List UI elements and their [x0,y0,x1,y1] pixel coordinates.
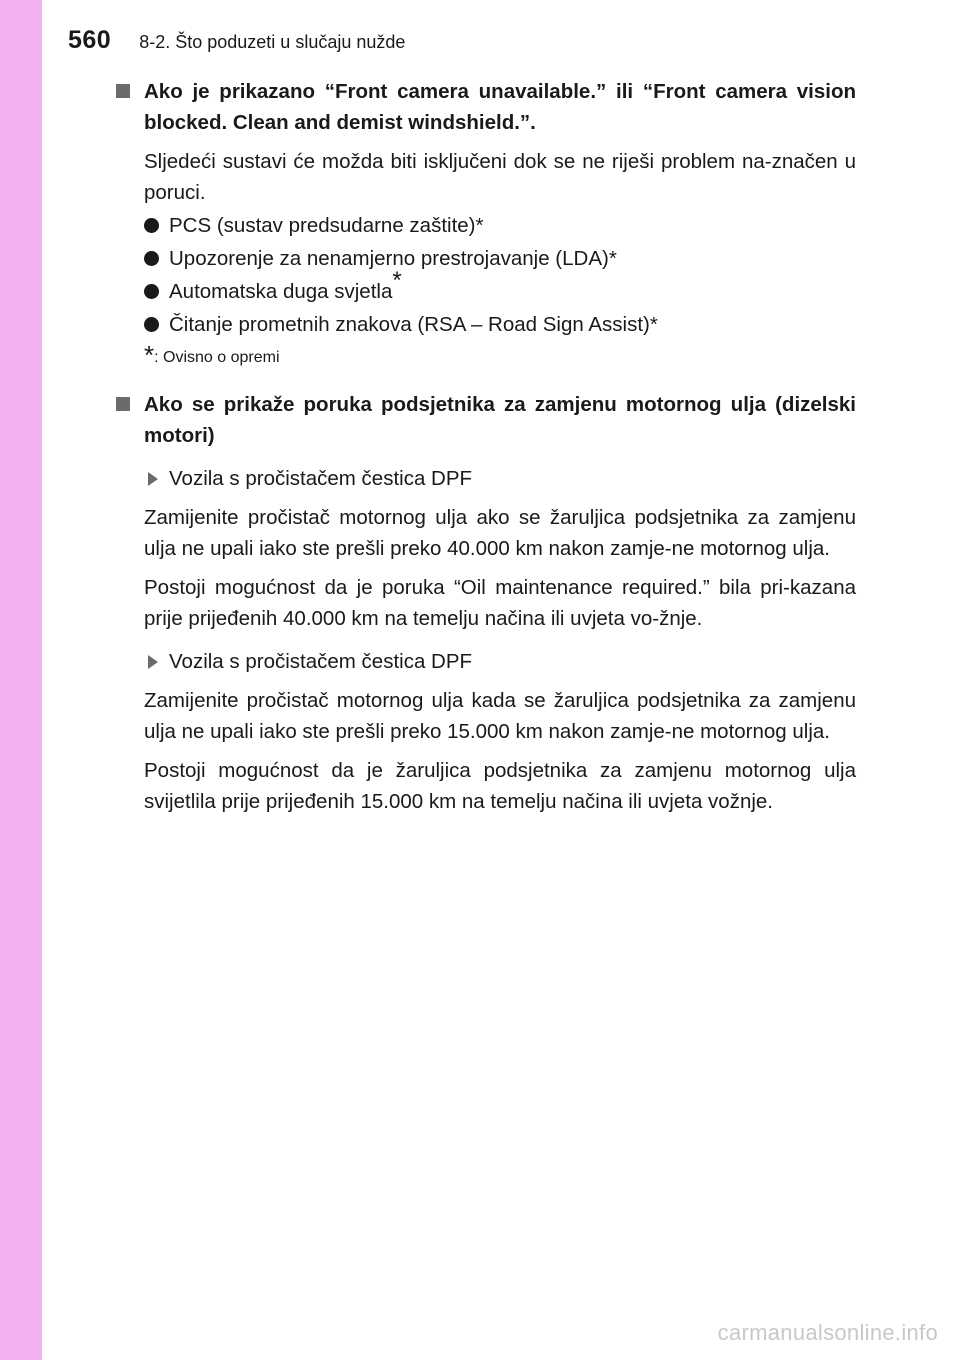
list-item-text: Upozorenje za nenamjerno prestrojavanje (LDA)* [169,247,617,270]
paragraph: Postoji mogućnost da je žaruljica podsjetnika za zamjenu motornog ulja svijetlila prije prijeđenih 15.000 km na temelju načina ili uvjeta vožnje. [144,759,856,813]
list-item-text: Čitanje prometnih znakova (RSA – Road Sign Assist)* [169,313,658,336]
paragraph: Zamijenite pročistač motornog ulja ako se žaruljica podsjetnika za zamjenu ulja ne upali iako ste prešli preko 40.000 km nakon zamje-ne motornog ulja. [144,506,856,560]
page-header [68,26,405,56]
chapter-title: 8-2. Što poduzeti u slučaju nužde [139,32,406,52]
section-heading-text: Ako se prikaže poruka podsjetnika za zamjenu motornog ulja (dizelski motori) [144,393,856,447]
section-heading-oil-reminder [116,389,856,451]
site-watermark: carmanualsonline.info [717,1320,938,1345]
list-item [116,309,856,340]
footnote-text: : Ovisno o opremi [154,349,280,366]
list-item-text: Automatska duga svjetla [169,280,393,303]
paragraph: Postoji mogućnost da je poruka “Oil maintenance required.” bila pri-kazana prije prijeđenih 40.000 km na temelju načina ili uvjeta vo-žnje. [144,576,856,630]
sub-item-text: Vozila s pročistačem čestica DPF [169,467,473,490]
triangle-marker-icon [148,472,158,486]
list-item [116,267,856,307]
footnote [116,340,856,373]
paragraph: Sljedeći sustavi će možda biti isključeni dok se ne riješi problem na-značen u poruci. [144,150,856,204]
page-number: 560 [68,26,112,54]
paragraph: Zamijenite pročistač motornog ulja kada se žaruljica podsjetnika za zamjenu ulja ne upali iako ste prešli preko 15.000 km nakon zamje-ne motornog ulja. [144,689,856,743]
list-item [116,243,856,274]
footnote-star: * [144,340,155,370]
chapter-sidebar-tab [0,0,42,1360]
section-heading-text: Ako je prikazano “Front camera unavailable.” ili “Front camera vision blocked. Clean and demist windshield.”. [144,80,856,134]
bullet-dot-icon [144,218,159,233]
square-marker-icon [116,397,130,411]
sub-item-label [116,646,856,677]
section-heading-front-camera [116,76,856,138]
list-item-text: PCS (sustav predsudarne zaštite)* [169,214,484,237]
sub-item-label [116,463,856,494]
square-marker-icon [116,84,130,98]
sub-item-text: Vozila s pročistačem čestica DPF [169,650,473,673]
bullet-dot-icon [144,284,159,299]
page-content [116,76,856,817]
triangle-marker-icon [148,655,158,669]
bullet-dot-icon [144,317,159,332]
footnote-mark: * [392,267,402,295]
bullet-dot-icon [144,251,159,266]
list-item [116,210,856,241]
